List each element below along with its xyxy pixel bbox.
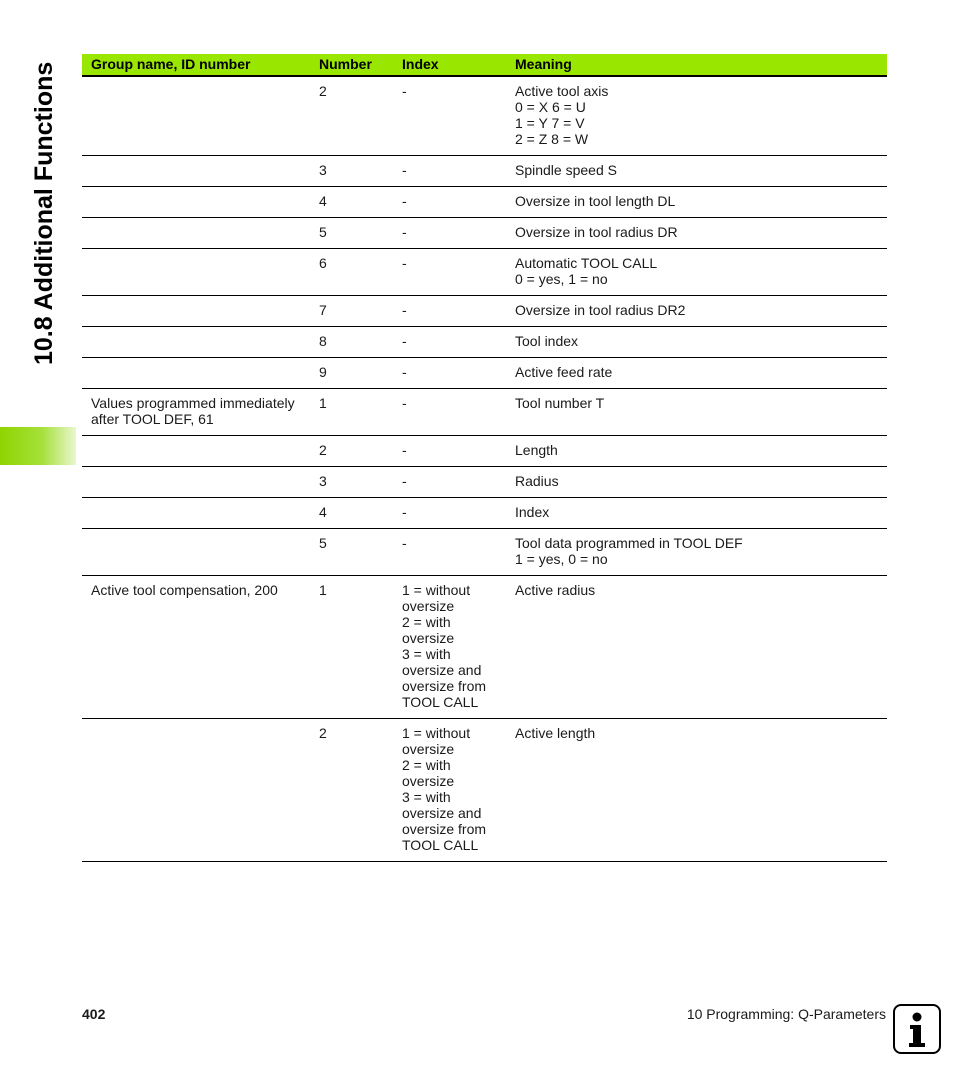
cell-index (393, 719, 506, 862)
cell-meaning (506, 389, 887, 436)
info-icon (893, 1004, 941, 1054)
cell-group (82, 76, 310, 156)
index-line: oversize from (402, 821, 487, 837)
meaning-line: Oversize in tool length DL (515, 193, 676, 209)
cell-group (82, 358, 310, 389)
cell-number: 1 (310, 576, 393, 719)
page-number: 402 (82, 1006, 106, 1022)
table-row (82, 218, 887, 249)
meaning-line: Active tool axis (515, 83, 609, 99)
index-line: oversize and (402, 805, 482, 821)
cell-number: 9 (310, 358, 393, 389)
cell-meaning (506, 719, 887, 862)
index-line: - (402, 162, 407, 178)
cell-meaning (506, 467, 887, 498)
cell-meaning (506, 358, 887, 389)
meaning-line: Tool data programmed in TOOL DEF (515, 535, 743, 551)
index-line: - (402, 302, 407, 318)
meaning-line: 1 = yes, 0 = no (515, 551, 608, 567)
meaning-line: Index (515, 504, 550, 520)
cell-group (82, 529, 310, 576)
index-line: - (402, 83, 407, 99)
meaning-line: Automatic TOOL CALL (515, 255, 658, 271)
index-line: - (402, 255, 407, 271)
index-line: oversize (402, 630, 455, 646)
table-row (82, 436, 887, 467)
index-line: - (402, 193, 407, 209)
index-line: 1 = without (402, 582, 471, 598)
table-row (82, 296, 887, 327)
cell-number: 4 (310, 498, 393, 529)
meaning-line: Active length (515, 725, 596, 741)
cell-meaning (506, 296, 887, 327)
index-line: oversize from (402, 678, 487, 694)
cell-number: 4 (310, 187, 393, 218)
table-row (82, 249, 887, 296)
index-line: - (402, 364, 407, 380)
cell-meaning (506, 187, 887, 218)
cell-group (82, 719, 310, 862)
cell-index (393, 389, 506, 436)
meaning-line: Active feed rate (515, 364, 613, 380)
table-row (82, 498, 887, 529)
cell-group (82, 498, 310, 529)
index-line: oversize (402, 598, 455, 614)
index-line: - (402, 473, 407, 489)
info-icon-glyph (895, 1006, 939, 1052)
cell-number: 2 (310, 436, 393, 467)
index-line: - (402, 442, 407, 458)
index-line: 1 = without (402, 725, 471, 741)
cell-group: Active tool compensation, 200 (82, 576, 310, 719)
cell-meaning (506, 249, 887, 296)
cell-group (82, 218, 310, 249)
index-line: - (402, 395, 407, 411)
table-row (82, 389, 887, 436)
cell-index (393, 156, 506, 187)
cell-index (393, 327, 506, 358)
index-line: - (402, 333, 407, 349)
table-row (82, 76, 887, 156)
meaning-line: Tool number T (515, 395, 605, 411)
cell-meaning (506, 156, 887, 187)
meaning-line: Active radius (515, 582, 596, 598)
cell-index (393, 498, 506, 529)
table-row (82, 467, 887, 498)
cell-index (393, 467, 506, 498)
footer-chapter-title: 10 Programming: Q-Parameters (686, 1006, 886, 1022)
meaning-line: Radius (515, 473, 559, 489)
table-row (82, 358, 887, 389)
cell-index (393, 187, 506, 218)
header-number: Number (310, 54, 393, 76)
cell-index (393, 358, 506, 389)
cell-meaning (506, 327, 887, 358)
cell-group (82, 156, 310, 187)
index-line: 3 = with (402, 646, 451, 662)
index-line: oversize and (402, 662, 482, 678)
cell-number: 5 (310, 218, 393, 249)
cell-number: 2 (310, 76, 393, 156)
cell-group: Values programmed immediately after TOOL DEF, 61 (82, 389, 310, 436)
index-line: TOOL CALL (402, 837, 479, 853)
cell-meaning (506, 218, 887, 249)
cell-index (393, 249, 506, 296)
index-line: - (402, 224, 407, 240)
index-line: - (402, 504, 407, 520)
cell-number: 6 (310, 249, 393, 296)
cell-group (82, 187, 310, 218)
cell-number: 8 (310, 327, 393, 358)
meaning-line: 0 = yes, 1 = no (515, 271, 608, 287)
cell-number: 5 (310, 529, 393, 576)
meaning-line: Oversize in tool radius DR (515, 224, 678, 240)
table-body (82, 76, 887, 862)
meaning-line: 0 = X 6 = U (515, 99, 586, 115)
cell-index (393, 218, 506, 249)
cell-number: 2 (310, 719, 393, 862)
cell-index (393, 296, 506, 327)
cell-meaning (506, 529, 887, 576)
index-line: oversize (402, 773, 455, 789)
cell-number: 1 (310, 389, 393, 436)
cell-meaning (506, 576, 887, 719)
index-line: TOOL CALL (402, 694, 479, 710)
header-index: Index (393, 54, 506, 76)
table-row (82, 529, 887, 576)
cell-index (393, 529, 506, 576)
chapter-tab-marker (0, 427, 76, 465)
header-group: Group name, ID number (82, 54, 310, 76)
table-row (82, 187, 887, 218)
parameters-table (82, 54, 887, 862)
meaning-line: Oversize in tool radius DR2 (515, 302, 686, 318)
table-row (82, 719, 887, 862)
cell-group (82, 296, 310, 327)
cell-meaning (506, 436, 887, 467)
meaning-line: Tool index (515, 333, 579, 349)
table-row (82, 156, 887, 187)
cell-index (393, 76, 506, 156)
cell-group (82, 327, 310, 358)
cell-group (82, 467, 310, 498)
cell-group (82, 249, 310, 296)
cell-number: 3 (310, 156, 393, 187)
table-row (82, 327, 887, 358)
index-line: 2 = with (402, 614, 451, 630)
index-line: 2 = with (402, 757, 451, 773)
cell-number: 7 (310, 296, 393, 327)
cell-meaning (506, 76, 887, 156)
cell-number: 3 (310, 467, 393, 498)
meaning-line: Spindle speed S (515, 162, 617, 178)
cell-index (393, 576, 506, 719)
index-line: 3 = with (402, 789, 451, 805)
cell-group (82, 436, 310, 467)
index-line: oversize (402, 741, 455, 757)
chapter-side-title: 10.8 Additional Functions (30, 61, 58, 365)
meaning-line: 2 = Z 8 = W (515, 131, 589, 147)
meaning-line: 1 = Y 7 = V (515, 115, 585, 131)
table-row (82, 576, 887, 719)
table-header-row (82, 54, 887, 76)
cell-index (393, 436, 506, 467)
index-line: - (402, 535, 407, 551)
header-meaning: Meaning (506, 54, 887, 76)
meaning-line: Length (515, 442, 558, 458)
cell-meaning (506, 498, 887, 529)
